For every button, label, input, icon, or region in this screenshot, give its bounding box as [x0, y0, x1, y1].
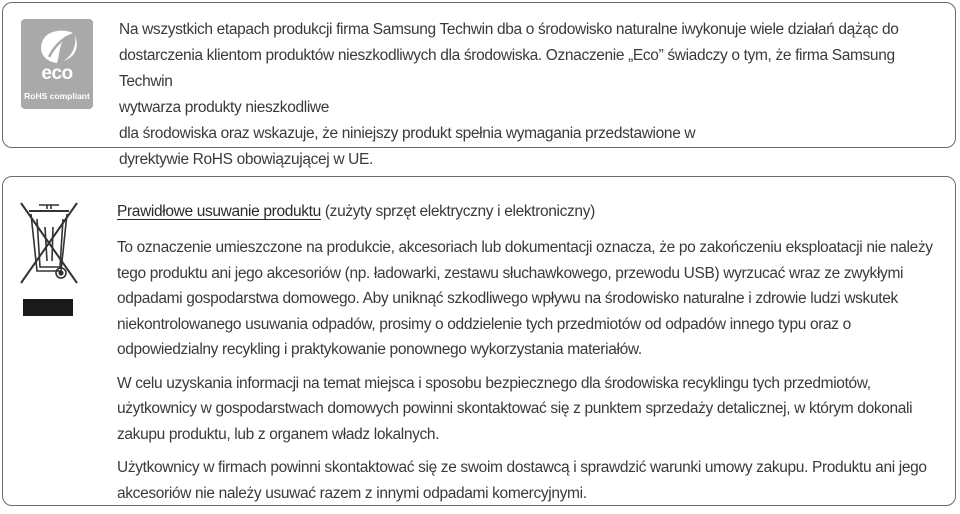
rohs-compliant-label: RoHS compliant [24, 91, 90, 101]
weee-paragraph: Użytkownicy w firmach powinni skontaktować się ze swoim dostawcą i sprawdzić warunki umowy zakupu. Produktu ani jego akcesoriów nie należy usuwać razem z innymi odpadami komercyjnymi. [117, 459, 927, 502]
weee-paragraph: W celu uzyskania informacji na temat miejsca i sposobu bezpiecznego dla środowiska recyklingu tych przedmiotów, użytkownicy w gospodarstwach domowych powinni skontaktować się z punktem sprzedaży detalicznej, w którym dokonali zakupu produktu, lub z organem władz lokalnych. [117, 374, 913, 443]
eco-text-line: wytwarza produkty nieszkodliwe [119, 99, 330, 116]
eco-text-line: Na wszystkich etapach produkcji firma Samsung Techwin dba o środowisko naturalne iwykonuje wiele działań dążąc do [119, 21, 899, 38]
eco-text-line: dla środowiska oraz wskazuje, że niniejszy produkt spełnia wymagania przedstawione w [119, 125, 696, 142]
weee-disposal-box [2, 176, 956, 506]
eco-text-line: dostarczenia klientom produktów nieszkodliwych dla środowiska. Oznaczenie „Eco” świadczy o tym, że firma Samsung Techwin [119, 47, 895, 90]
eco-notice-box [2, 2, 956, 168]
weee-black-bar [23, 299, 73, 316]
weee-subtitle: (zużyty sprzęt elektryczny i elektroniczny) [324, 203, 595, 220]
eco-text-line: dyrektywie RoHS obowiązującej w UE. [119, 151, 373, 168]
weee-paragraph: To oznaczenie umieszczone na produkcie, akcesoriach lub dokumentacji oznacza, że po zakończeniu eksploatacji nie należy tego produktu ani jego akcesoriów (np. ładowarki, zestawu słuchawkowego, przewodu USB) wyrzucać wraz ze zwykłymi odpadami gospodarstwa domowego. Aby uniknąć szkodliwego wpływu na środowisko naturalne i zdrowie ludzi wskutek niekontrolowanego usuwania odpadów, prosimy o oddzielenie tych przedmiotów od odpadów innego typu oraz o odpowiedzialny recykling i praktykowanie ponownego wykorzystania materiałów. [117, 239, 933, 358]
eco-logo-word: eco [41, 63, 73, 84]
eco-rohs-logo [21, 19, 93, 109]
eco-notice-text [119, 17, 949, 173]
weee-heading [117, 199, 949, 225]
weee-notice-text [117, 199, 949, 514]
crossed-out-wheelie-bin-icon [17, 197, 81, 289]
eco-leaf-icon [33, 27, 81, 67]
weee-title: Prawidłowe usuwanie produktu [117, 203, 321, 220]
